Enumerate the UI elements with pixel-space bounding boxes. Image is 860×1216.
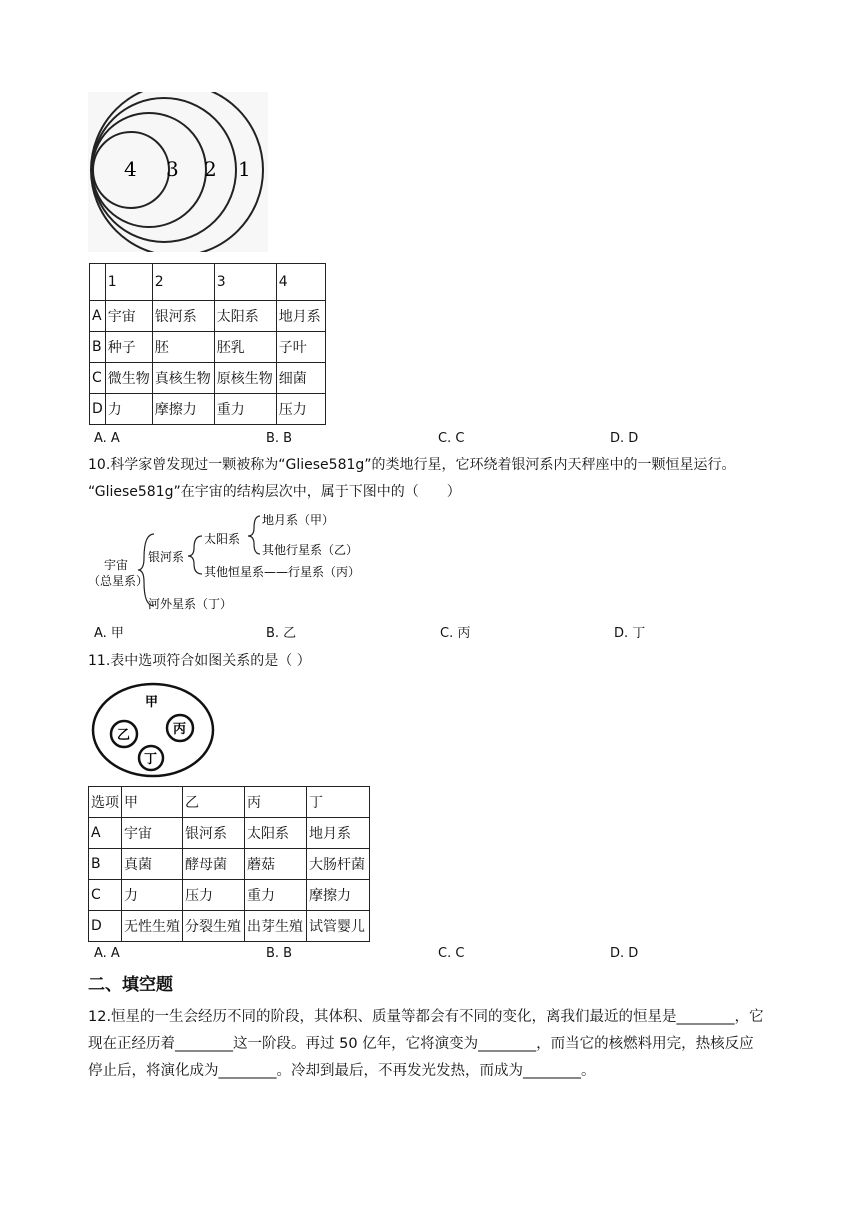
q9-option-c[interactable]: C. C bbox=[438, 431, 465, 446]
table-cell: 分裂生殖 bbox=[183, 911, 245, 942]
table-cell: 甲 bbox=[122, 787, 183, 818]
q9-option-a[interactable]: A. A bbox=[94, 431, 120, 446]
table-cell: B bbox=[89, 849, 122, 880]
table-cell: 细菌 bbox=[276, 363, 325, 394]
table-cell: A bbox=[89, 818, 122, 849]
set-c-label: 丁 bbox=[144, 752, 158, 767]
table-cell: D bbox=[90, 394, 106, 425]
q9-table bbox=[89, 263, 326, 425]
table-cell: 大肠杆菌 bbox=[307, 849, 370, 880]
table-cell: 重力 bbox=[214, 394, 276, 425]
table-cell: A bbox=[90, 301, 106, 332]
other-stars-label: 其他恒星系——行星系（丙） bbox=[204, 565, 361, 579]
q10-option-b[interactable]: B. 乙 bbox=[266, 626, 297, 641]
outer-label: 甲 bbox=[145, 695, 159, 710]
q12-text bbox=[88, 1004, 788, 1085]
q10-option-a[interactable]: A. 甲 bbox=[94, 626, 124, 641]
q12-line3: 停止后，将演化成为________。冷却到最后，不再发光发热，而成为________。 bbox=[88, 1063, 596, 1079]
table-cell: 摩擦力 bbox=[152, 394, 214, 425]
table-cell: 真核生物 bbox=[152, 363, 214, 394]
q10-option-c[interactable]: C. 丙 bbox=[440, 626, 471, 641]
other-planets-label: 其他行星系（乙） bbox=[262, 543, 359, 557]
q11-option-c[interactable]: C. C bbox=[438, 946, 465, 961]
q9-option-d[interactable]: D. D bbox=[610, 431, 639, 446]
table-cell: 试管婴儿 bbox=[307, 911, 370, 942]
extragalactic-label: 河外星系（丁） bbox=[148, 597, 233, 611]
q12-line1: 12.恒星的一生会经历不同的阶段，其体积、质量等都会有不同的变化，离我们最近的恒星是________，它 bbox=[88, 1009, 764, 1025]
table-row bbox=[90, 332, 326, 363]
brace-root bbox=[138, 534, 154, 606]
q11-table bbox=[88, 786, 370, 942]
set-a-label: 乙 bbox=[117, 728, 131, 743]
table-cell: 银河系 bbox=[152, 301, 214, 332]
set-b-label: 丙 bbox=[173, 722, 187, 737]
table-cell: 重力 bbox=[245, 880, 307, 911]
table-row bbox=[90, 394, 326, 425]
table-row bbox=[90, 363, 326, 394]
table-cell: 种子 bbox=[105, 332, 152, 363]
table-cell: 出芽生殖 bbox=[245, 911, 307, 942]
table-cell: 胚乳 bbox=[214, 332, 276, 363]
table-row bbox=[90, 301, 326, 332]
table-cell: 力 bbox=[105, 394, 152, 425]
table-cell: 1 bbox=[105, 264, 152, 301]
table-cell: 选项 bbox=[89, 787, 122, 818]
q9-option-b[interactable]: B. B bbox=[266, 431, 293, 446]
table-cell: 微生物 bbox=[105, 363, 152, 394]
circle-label-3: 3 bbox=[166, 157, 179, 181]
root-label: 宇宙 bbox=[104, 558, 129, 572]
table-cell: 压力 bbox=[183, 880, 245, 911]
table-cell: 太阳系 bbox=[214, 301, 276, 332]
table-cell: 3 bbox=[214, 264, 276, 301]
solar-system-label: 太阳系 bbox=[204, 532, 241, 546]
table-row bbox=[89, 787, 370, 818]
table-cell: 酵母菌 bbox=[183, 849, 245, 880]
universe-hierarchy-diagram bbox=[88, 508, 378, 618]
q10-stem-line1: 10.科学家曾发现过一颗被称为“Gliese581g”的类地行星，它环绕着银河系内天秤座中的一颗恒星运行。 bbox=[88, 457, 736, 473]
q10-option-d[interactable]: D. 丁 bbox=[614, 626, 646, 641]
q10-stem-line2: “Gliese581g”在宇宙的结构层次中，属于下图中的（ ） bbox=[88, 484, 461, 500]
table-cell: 丙 bbox=[245, 787, 307, 818]
table-cell: 地月系 bbox=[307, 818, 370, 849]
table-cell: B bbox=[90, 332, 106, 363]
q12-line2: 现在正经历着________这一阶段。再过 50 亿年，它将演变为________，而当它的核燃料用完，热核反应 bbox=[88, 1036, 754, 1052]
table-row bbox=[89, 849, 370, 880]
table-cell: C bbox=[89, 880, 122, 911]
circle-label-2: 2 bbox=[204, 157, 217, 181]
table-cell: 乙 bbox=[183, 787, 245, 818]
table-cell: 宇宙 bbox=[122, 818, 183, 849]
table-cell: 胚 bbox=[152, 332, 214, 363]
q11-option-a[interactable]: A. A bbox=[94, 946, 120, 961]
table-cell: 力 bbox=[122, 880, 183, 911]
table-row bbox=[89, 911, 370, 942]
section-title: 二、填空题 bbox=[88, 975, 173, 995]
table-cell: 摩擦力 bbox=[307, 880, 370, 911]
table-cell: 无性生殖 bbox=[122, 911, 183, 942]
q11-stem: 11.表中选项符合如图关系的是（ ） bbox=[88, 653, 311, 669]
table-cell: 丁 bbox=[307, 787, 370, 818]
q11-option-d[interactable]: D. D bbox=[610, 946, 639, 961]
brace-galaxy bbox=[188, 536, 202, 574]
table-cell: 真菌 bbox=[122, 849, 183, 880]
table-cell: 2 bbox=[152, 264, 214, 301]
table-cell: C bbox=[90, 363, 106, 394]
table-cell: 蘑菇 bbox=[245, 849, 307, 880]
table-cell: 子叶 bbox=[276, 332, 325, 363]
earth-moon-label: 地月系（甲） bbox=[262, 513, 335, 527]
table-row bbox=[89, 818, 370, 849]
table-cell: 原核生物 bbox=[214, 363, 276, 394]
table-cell: 地月系 bbox=[276, 301, 325, 332]
circle-label-4: 4 bbox=[124, 157, 137, 181]
brace-solar bbox=[248, 516, 260, 554]
table-cell: 太阳系 bbox=[245, 818, 307, 849]
table-cell: 宇宙 bbox=[105, 301, 152, 332]
table-row bbox=[90, 264, 326, 301]
root-sub-label: （总星系） bbox=[88, 574, 149, 588]
nested-circles-diagram bbox=[88, 92, 268, 252]
galaxy-label: 银河系 bbox=[148, 550, 185, 564]
table-cell: D bbox=[89, 911, 122, 942]
table-cell: 4 bbox=[276, 264, 325, 301]
circle-label-1: 1 bbox=[238, 157, 251, 181]
table-cell: 压力 bbox=[276, 394, 325, 425]
table-cell: 银河系 bbox=[183, 818, 245, 849]
q11-option-b[interactable]: B. B bbox=[266, 946, 293, 961]
table-cell bbox=[90, 264, 106, 301]
table-row bbox=[89, 880, 370, 911]
set-relation-diagram bbox=[90, 682, 216, 782]
